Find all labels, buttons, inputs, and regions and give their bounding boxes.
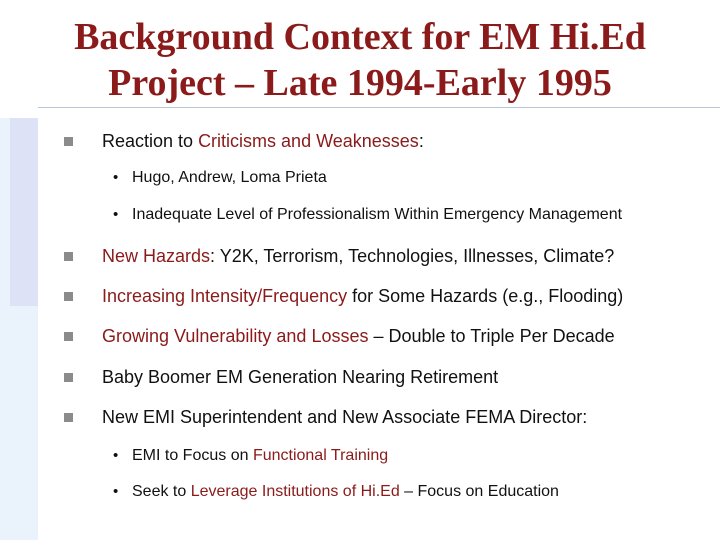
square-bullet-icon — [64, 137, 73, 146]
square-bullet-icon — [64, 292, 73, 301]
text-part: – Double to Triple Per Decade — [368, 326, 615, 346]
title-divider — [38, 107, 720, 108]
slide-title — [0, 14, 720, 106]
bullet-text — [102, 325, 615, 347]
highlight-text: Functional Training — [252, 447, 389, 464]
text-part: : — [418, 131, 424, 151]
dot-bullet-icon: • — [113, 483, 119, 500]
bullet-text — [102, 245, 614, 267]
bullet-text — [102, 285, 623, 307]
highlight-text: New Hazards — [102, 246, 211, 266]
title-line-2: Project – Late 1994-Early 1995 — [108, 62, 612, 104]
title-line-1: Background Context for EM Hi.Ed — [74, 16, 646, 58]
square-bullet-icon — [64, 332, 73, 341]
text-part: Hugo, Andrew, Loma Prieta — [132, 169, 327, 186]
text-part: – Focus on Education — [399, 483, 559, 500]
highlight-text: Leverage Institutions of Hi.Ed — [190, 483, 400, 500]
sub-bullet-text — [132, 169, 327, 187]
text-part: New EMI Superintendent and New Associate FEMA Director: — [102, 407, 588, 427]
text-part: Seek to — [132, 483, 191, 500]
bullet-text — [102, 130, 424, 152]
square-bullet-icon — [64, 413, 73, 422]
sub-bullet-text — [132, 206, 622, 224]
left-accent-block — [10, 118, 38, 306]
square-bullet-icon — [64, 252, 73, 261]
square-bullet-icon — [64, 373, 73, 382]
sub-bullet-text — [132, 483, 559, 501]
text-part: for Some Hazards (e.g., Flooding) — [347, 286, 624, 306]
text-part: : Y2K, Terrorism, Technologies, Illnesses, Climate? — [210, 246, 615, 266]
text-part: Reaction to — [102, 131, 199, 151]
text-part: EMI to Focus on — [132, 447, 253, 464]
highlight-text: Growing Vulnerability and Losses — [102, 326, 369, 346]
dot-bullet-icon: • — [113, 206, 119, 223]
text-part: Inadequate Level of Professionalism Within Emergency Management — [132, 206, 623, 223]
bullet-text — [102, 406, 587, 428]
sub-bullet-text — [132, 447, 388, 465]
highlight-text: Criticisms and Weaknesses — [198, 131, 419, 151]
bullet-text — [102, 366, 498, 388]
dot-bullet-icon: • — [113, 169, 119, 186]
dot-bullet-icon: • — [113, 447, 119, 464]
text-part: Baby Boomer EM Generation Nearing Retirement — [102, 367, 499, 387]
highlight-text: Increasing Intensity/Frequency — [102, 286, 348, 306]
